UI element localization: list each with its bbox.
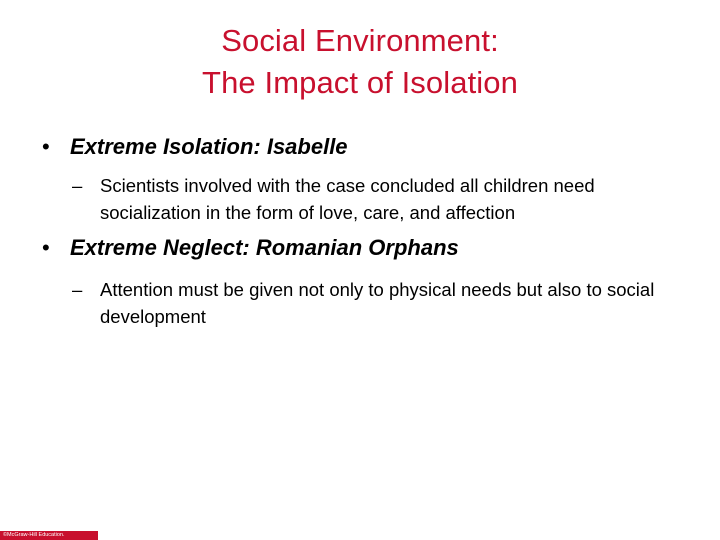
sub-bullet-marker: – (72, 279, 83, 300)
title-line-2: The Impact of Isolation (202, 65, 518, 100)
sub-bullet-text: Attention must be given not only to physical needs but also to social development (100, 279, 655, 327)
bullet-text: Extreme Neglect: Romanian Orphans (70, 235, 459, 260)
sub-bullet-text: Scientists involved with the case concluded all children need socialization in the form of love, care, and affection (100, 175, 595, 223)
bullet-marker: • (42, 134, 50, 159)
title-line-1: Social Environment: (221, 23, 499, 58)
bullet-marker: • (42, 235, 50, 260)
sub-bullet-isolation (72, 172, 690, 226)
sub-bullet-neglect (72, 276, 690, 330)
bullet-isolation (42, 134, 348, 160)
sub-bullet-marker: – (72, 175, 83, 196)
copyright-text: ©McGraw-Hill Education. (3, 532, 65, 538)
bullet-neglect (42, 235, 459, 261)
bullet-text: Extreme Isolation: Isabelle (70, 134, 348, 159)
slide-title (0, 20, 720, 104)
